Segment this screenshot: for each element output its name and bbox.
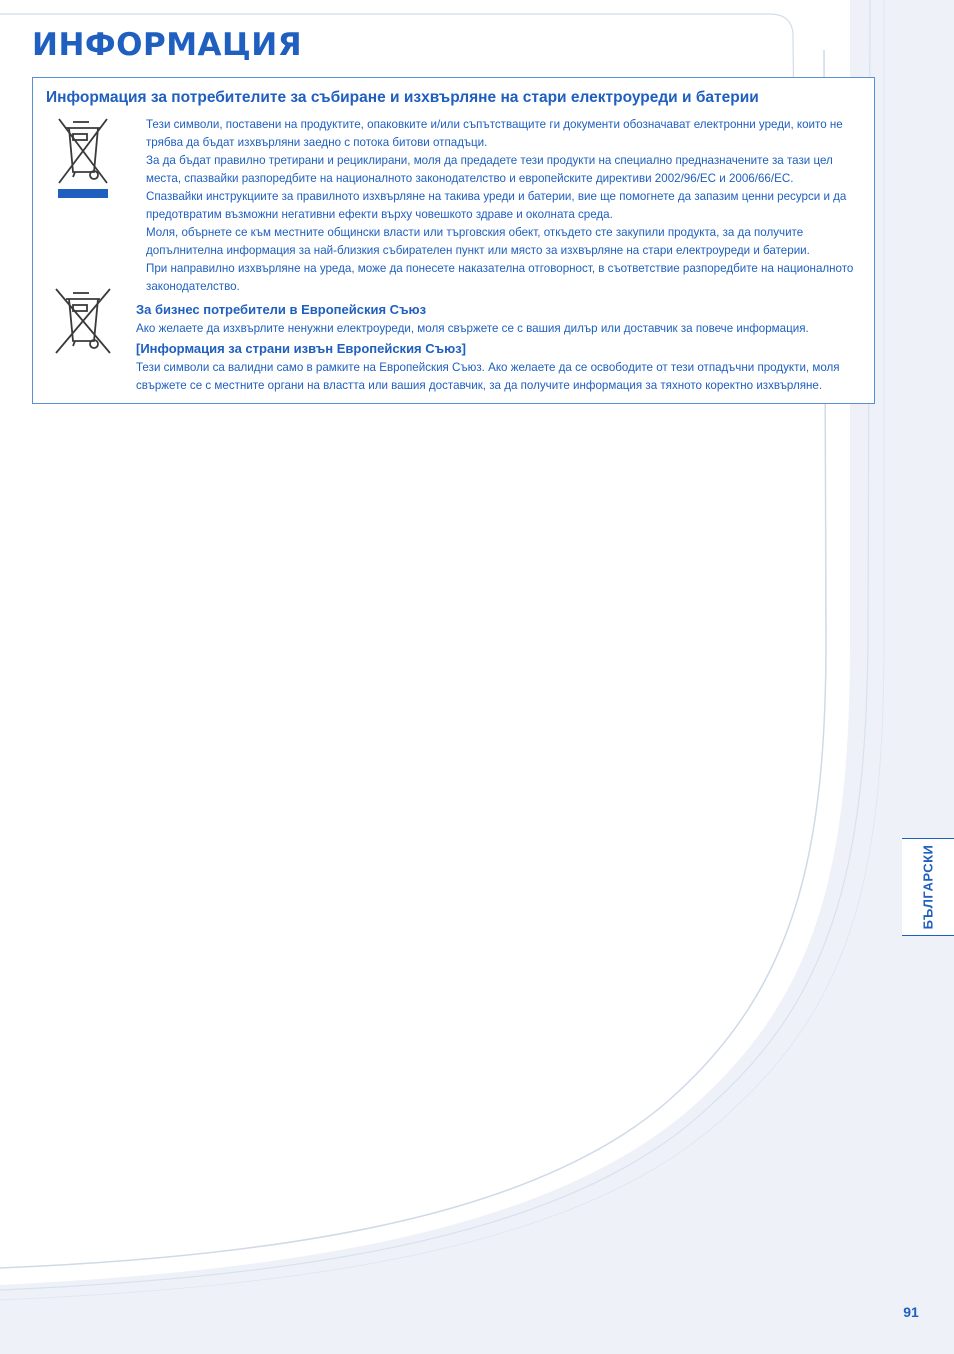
info-box (32, 77, 875, 404)
page-title: ИНФОРМАЦИЯ (32, 27, 303, 63)
business-users-text: Ако желаете да изхвърлите ненужни електроуреди, моля свържете се с вашия дилър или доставчик за повече информация. (136, 322, 809, 335)
language-side-tab (902, 838, 954, 936)
crossed-out-wheelie-bin-with-bar-icon (53, 114, 113, 200)
info-box-heading: Информация за потребителите за събиране и изхвърляне на стари електроуреди и батерии (46, 89, 759, 106)
language-side-tab-label: БЪЛГАРСКИ (920, 844, 936, 930)
info-paragraph: Спазвайки инструкциите за правилното изхвърляне на такива уреди и батерии, вие ще помогнете да запазим ценни ресурси и да предотвратим възможни негативни ефекти върху човешкото здраве и околната среда. (146, 190, 847, 221)
info-paragraph: Тези символи, поставени на продуктите, опаковките и/или съпътстващите ги документи обозначават електронни уреди, които не трябва да бъдат изхвърляни заедно с потока битови отпадъци. (146, 118, 843, 149)
non-eu-text: Тези символи са валидни само в рамките на Европейския Съюз. Ако желаете да се освободите от тези отпадъчни продукти, моля свържете се с местните органи на властта или вашия доставчик, за да получите информация за тяхното коректно изхвърляне. (136, 361, 840, 392)
info-paragraph: При направилно изхвърляне на уреда, може да понесете наказателна отговорност, в съответствие разпоредбите на националното законодателство. (146, 262, 854, 293)
crossed-out-wheelie-bin-icon (51, 285, 115, 357)
sub-sections (136, 300, 871, 395)
business-users-heading: За бизнес потребители в Европейския Съюз (136, 302, 427, 317)
non-eu-heading: [Информация за страни извън Европейския Съюз] (136, 341, 467, 356)
page-number: 91 (903, 1304, 919, 1320)
info-paragraph: За да бъдат правилно третирани и рециклирани, моля да предадете тези продукти на специално предназначените за тази цел места, спазвайки разпоредбите на националното законодателство и европейските директиви 2002/96/ЕС и 2006/66/ЕС. (146, 154, 833, 185)
info-paragraphs (146, 116, 871, 296)
info-paragraph: Моля, обърнете се към местните общински власти или търговския обект, откъдето сте закупили продукта, за да получите допълнителна информация за най-близкия събирателен пункт или място за изхвърляне на стари електроуреди и батерии. (146, 226, 810, 257)
